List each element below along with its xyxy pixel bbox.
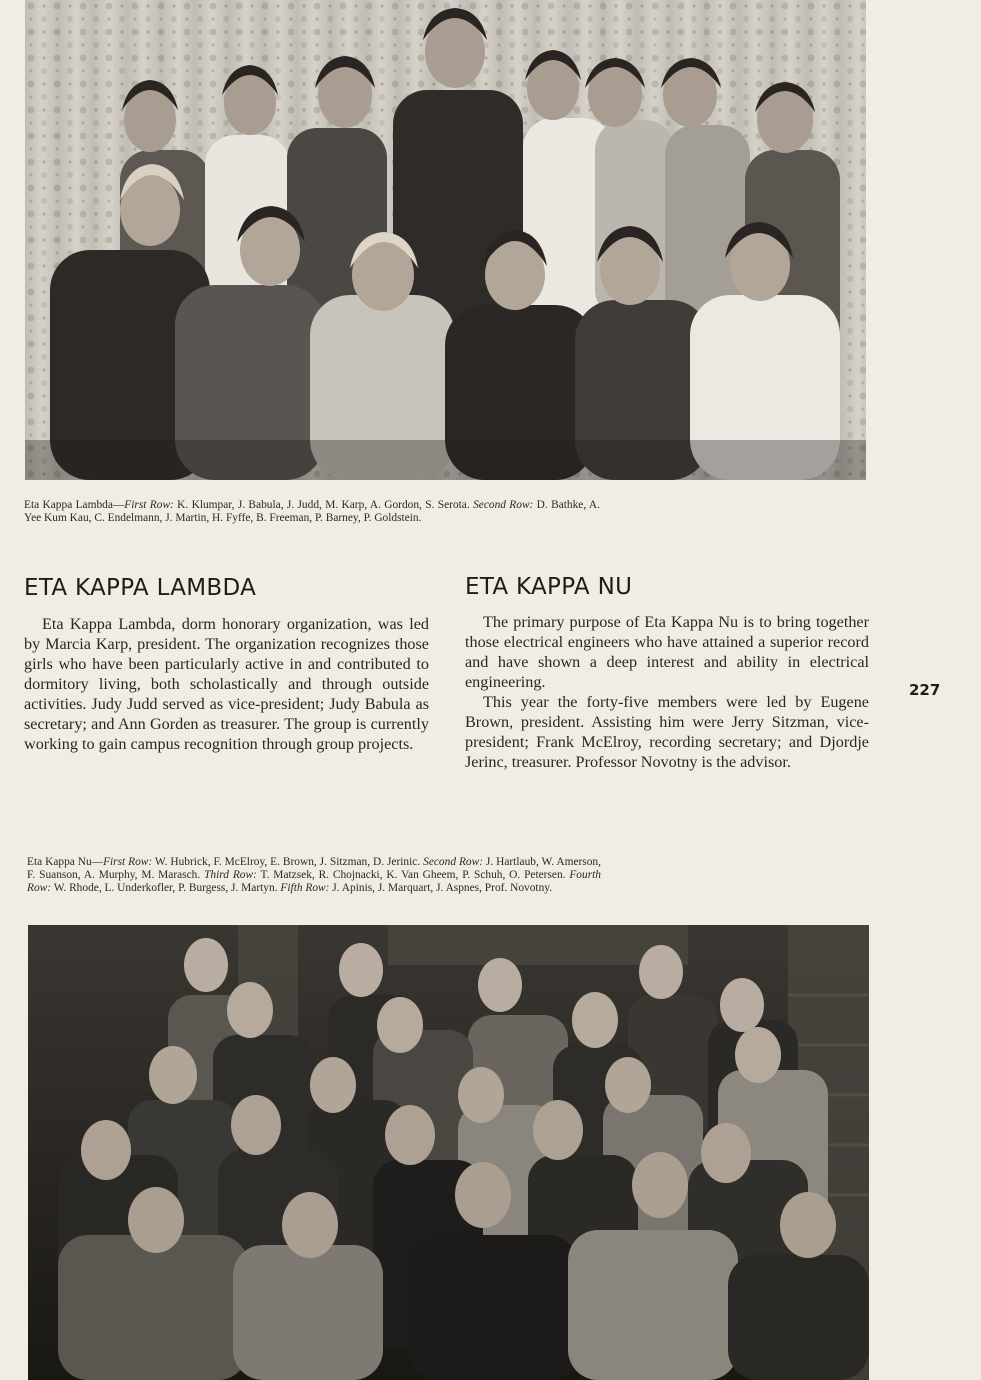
- eta-kappa-nu-photo-caption: [27, 856, 601, 896]
- article-paragraph: The primary purpose of Eta Kappa Nu is to bring together those electrical engineers who have attained a superior record and have shown a deep interest and ability in electrical engineering.: [465, 613, 869, 691]
- eta-kappa-nu-heading: ETA KAPPA NU: [465, 574, 633, 600]
- article-paragraph: Eta Kappa Lambda, dorm honorary organization, was led by Marcia Karp, president. The organization recognizes those girls who have been particularly active in and contributed to dormitory living, both scholastically and through outside activities. Judy Judd served as vice-president; Judy Babula as secretary; and Ann Gorden as treasurer. The group is currently working to gain campus recognition through group projects.: [24, 615, 429, 753]
- caption-row-names: W. Rhode, L. Underkofler, P. Burgess, J. Martyn.: [51, 882, 281, 895]
- eta-kappa-lambda-photo-caption: [24, 499, 600, 525]
- eta-kappa-lambda-photo-image: [25, 0, 866, 480]
- caption-row-label: Second Row:: [473, 499, 534, 511]
- caption-org-name: Eta Kappa Nu—: [27, 856, 104, 868]
- caption-row-label: Fourth Row:: [27, 869, 601, 895]
- eta-kappa-nu-article: [465, 612, 869, 772]
- eta-kappa-nu-photo-image: [28, 925, 869, 1380]
- caption-row-label: Third Row:: [204, 869, 257, 882]
- page-number: 227: [909, 681, 941, 699]
- caption-row-names: D. Bathke, A. Yee Kum Kau, C. Endelmann, J. Martin, H. Fyffe, B. Freeman, P. Barney, P. Goldstein.: [24, 499, 600, 525]
- article-paragraph: This year the forty-five members were led by Eugene Brown, president. Assisting him were Jerry Sitzman, vice-president; Frank McElroy, recording secretary; and Djordje Jerinc, treasurer. Professor Novotny is the advisor.: [465, 693, 869, 771]
- caption-org-name: Eta Kappa Lambda—: [24, 499, 125, 511]
- eta-kappa-nu-group-photo: [28, 925, 869, 1380]
- eta-kappa-lambda-heading: ETA KAPPA LAMBDA: [24, 575, 257, 601]
- caption-row-names: J. Apinis, J. Marquart, J. Aspnes, Prof. Novotny.: [329, 882, 553, 895]
- eta-kappa-lambda-group-photo: [25, 0, 866, 480]
- eta-kappa-lambda-article: [24, 614, 429, 754]
- caption-row-names: J. Hartlaub, W. Amerson, F. Suanson, A. Murphy, M. Marasch.: [27, 856, 601, 882]
- caption-row-label: Second Row:: [423, 856, 483, 868]
- caption-row-label: First Row:: [124, 499, 174, 511]
- caption-row-label: First Row:: [103, 856, 153, 868]
- caption-row-names: K. Klumpar, J. Babula, J. Judd, M. Karp, A. Gordon, S. Serota.: [173, 499, 474, 511]
- caption-row-names: T. Matzsek, R. Chojnacki, K. Van Gheem, P. Schuh, O. Petersen.: [256, 869, 570, 882]
- caption-row-names: W. Hubrick, F. McElroy, E. Brown, J. Sitzman, D. Jerinic.: [152, 856, 424, 868]
- caption-row-label: Fifth Row:: [280, 882, 330, 895]
